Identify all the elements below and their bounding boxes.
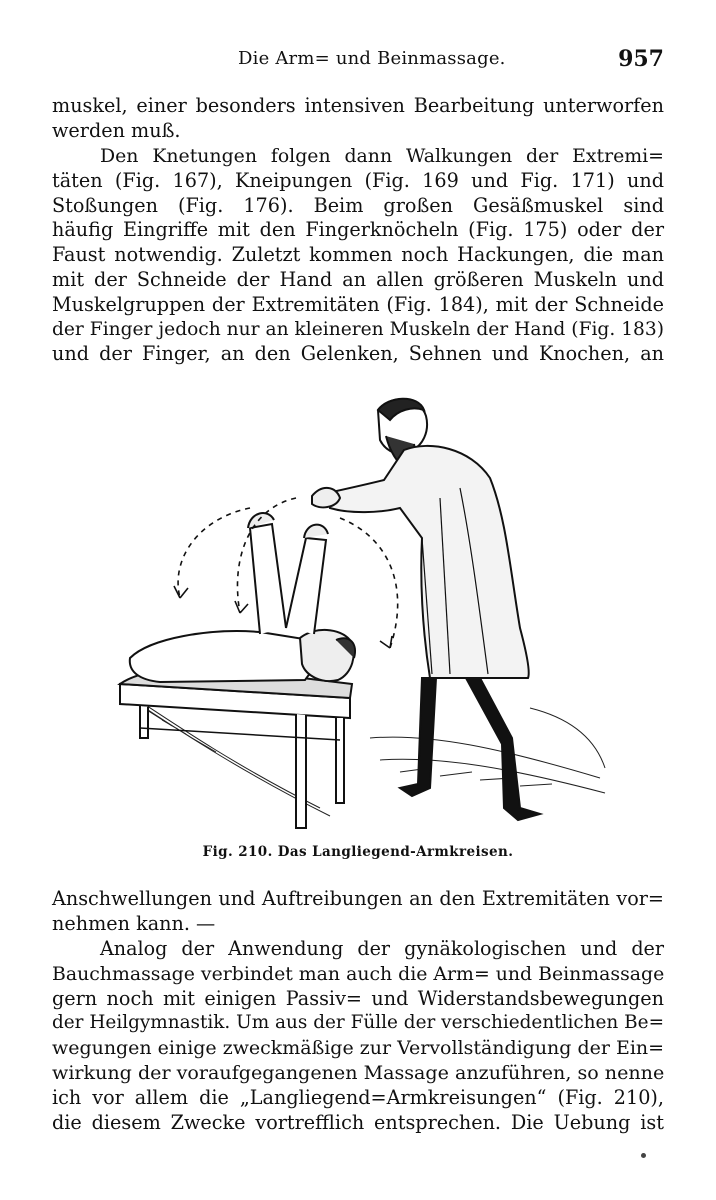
figure-caption: Fig. 210. Das Langliegend-Armkreisen. <box>202 844 514 860</box>
running-header <box>0 44 716 80</box>
text-line: Muskelgruppen der Extremitäten (Fig. 184), mit der Schneide <box>52 292 664 316</box>
paragraph-continuation <box>52 94 664 144</box>
running-title: Die Arm= und Beinmassage. <box>238 48 506 69</box>
paragraph-after-figure <box>52 887 664 937</box>
text-line: wegungen einige zweckmäßige zur Vervollständigung der Ein= <box>52 1037 664 1060</box>
paragraph-gymnastics <box>52 937 664 1135</box>
text-line: der Finger jedoch nur an kleineren Muskeln der Hand (Fig. 183) <box>52 318 664 340</box>
text-line: wirkung der voraufgegangenen Massage anzuführen, so nenne <box>52 1061 665 1084</box>
text-line: Stoßungen (Fig. 176). Beim großen Gesäßmuskel sind <box>52 193 664 217</box>
text-line: die diesem Zwecke vortrefflich entsprechen. Die Uebung ist <box>52 1110 664 1134</box>
text-line: Bauchmassage verbindet man auch die Arm= und Beinmassage <box>52 962 665 985</box>
text-line: muskel, einer besonders intensiven Bearbeitung unterworfen <box>52 94 664 117</box>
masseur <box>312 399 540 820</box>
ink-speck <box>641 1153 646 1158</box>
text-line: der Heilgymnastik. Um aus der Fülle der verschiedentlichen Be= <box>52 1012 664 1034</box>
text-line: gern noch mit einigen Passiv= und Widerstandsbewegungen <box>52 986 664 1010</box>
text-line: Den Knetungen folgen dann Walkungen der Extremi= <box>100 145 664 167</box>
text-line: Faust notwendig. Zuletzt kommen noch Hackungen, die man <box>52 243 664 267</box>
figure-illustration <box>100 388 620 838</box>
text-line: täten (Fig. 167), Kneipungen (Fig. 169 und Fig. 171) und <box>52 168 664 192</box>
paragraph-kneading <box>52 144 664 367</box>
text-line: und der Finger, an den Gelenken, Sehnen und Knochen, an <box>52 342 664 366</box>
text-line: Analog der Anwendung der gynäkologischen und der <box>100 937 664 960</box>
bench <box>120 668 352 828</box>
text-line: häufig Eingriffe mit den Fingerknöcheln (Fig. 175) oder der <box>52 218 664 242</box>
text-line: mit der Schneide der Hand an allen größeren Muskeln und <box>52 267 664 291</box>
patient <box>130 513 355 682</box>
text-line: werden muß. <box>52 118 181 142</box>
text-line: ich vor allem die „Langliegend=Armkreisungen“ (Fig. 210), <box>52 1085 664 1109</box>
text-line: Anschwellungen und Auftreibungen an den Extremitäten vor= <box>52 887 664 910</box>
page-number: 957 <box>618 46 664 72</box>
text-line: nehmen kann. — <box>52 911 216 935</box>
